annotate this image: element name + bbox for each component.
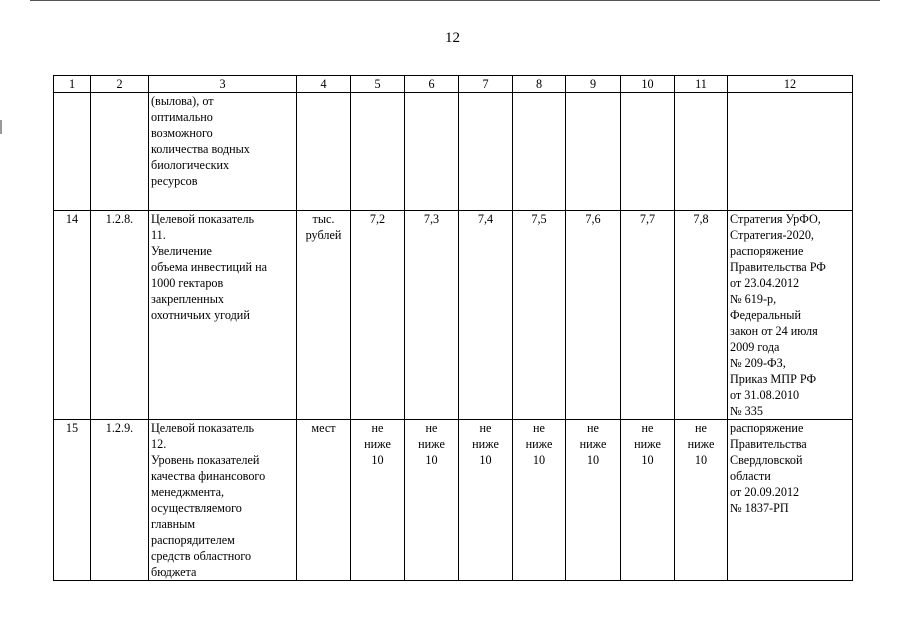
table-row (54, 211, 853, 420)
value-cell: 7,8 (675, 211, 728, 420)
header-cell: 8 (513, 76, 566, 93)
value-cell: не ниже 10 (513, 420, 566, 581)
row-number-cell: 14 (54, 211, 91, 420)
value-cell: не ниже 10 (459, 420, 513, 581)
source-cell (728, 93, 853, 211)
value-cell: 7,2 (351, 211, 405, 420)
table-row (54, 93, 853, 211)
table-row (54, 420, 853, 581)
value-cell (351, 93, 405, 211)
row-code-cell: 1.2.8. (91, 211, 149, 420)
unit-cell (297, 93, 351, 211)
indicator-name-cell: Целевой показатель 12. Уровень показателей качества финансового менеджмента, осуществляемого главным распорядителем средств областного бюджета (149, 420, 297, 581)
header-cell: 11 (675, 76, 728, 93)
header-cell: 7 (459, 76, 513, 93)
value-cell (675, 93, 728, 211)
value-cell (513, 93, 566, 211)
header-cell: 5 (351, 76, 405, 93)
row-code-cell (91, 93, 149, 211)
header-row (54, 76, 853, 93)
header-cell: 4 (297, 76, 351, 93)
value-cell: 7,5 (513, 211, 566, 420)
top-border-line (30, 0, 880, 1)
header-cell: 2 (91, 76, 149, 93)
value-cell: 7,4 (459, 211, 513, 420)
page-number: 12 (445, 30, 460, 46)
row-number-cell (54, 93, 91, 211)
value-cell: 7,7 (621, 211, 675, 420)
value-cell: 7,3 (405, 211, 459, 420)
header-cell: 12 (728, 76, 853, 93)
indicator-name-cell: (вылова), от оптимально возможного количества водных биологических ресурсов (149, 93, 297, 211)
value-cell (459, 93, 513, 211)
value-cell: не ниже 10 (351, 420, 405, 581)
row-code-cell: 1.2.9. (91, 420, 149, 581)
indicator-name-cell: Целевой показатель 11. Увеличение объема инвестиций на 1000 гектаров закрепленных охотничьих угодий (149, 211, 297, 420)
scan-margin-mark (0, 120, 2, 134)
header-cell: 1 (54, 76, 91, 93)
value-cell (405, 93, 459, 211)
header-cell: 6 (405, 76, 459, 93)
value-cell: не ниже 10 (621, 420, 675, 581)
unit-cell: тыс. рублей (297, 211, 351, 420)
value-cell (566, 93, 621, 211)
source-cell: Стратегия УрФО, Стратегия-2020, распоряжение Правительства РФ от 23.04.2012 № 619-р, Федеральный закон от 24 июля 2009 года № 209-ФЗ, Приказ МПР РФ от 31.08.2010 № 335 (728, 211, 853, 420)
unit-cell: мест (297, 420, 351, 581)
value-cell (621, 93, 675, 211)
value-cell: 7,6 (566, 211, 621, 420)
header-cell: 3 (149, 76, 297, 93)
row-number-cell: 15 (54, 420, 91, 581)
header-cell: 10 (621, 76, 675, 93)
header-cell: 9 (566, 76, 621, 93)
indicator-table (53, 75, 853, 581)
value-cell: не ниже 10 (675, 420, 728, 581)
source-cell: распоряжение Правительства Свердловской области от 20.09.2012 № 1837-РП (728, 420, 853, 581)
value-cell: не ниже 10 (566, 420, 621, 581)
value-cell: не ниже 10 (405, 420, 459, 581)
